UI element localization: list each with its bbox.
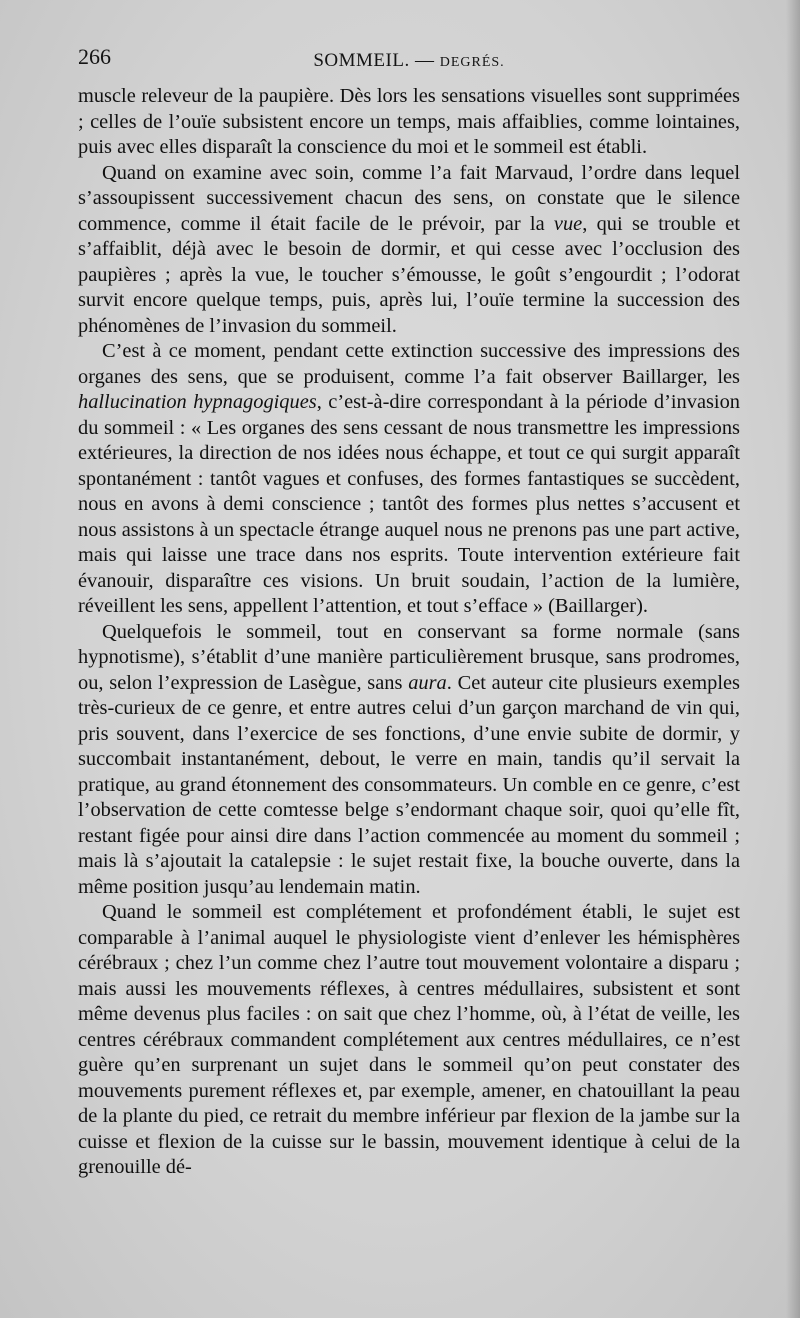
italic-term: vue bbox=[553, 212, 583, 235]
paragraph-p5 bbox=[78, 900, 740, 1181]
running-title-main: SOMMEIL. bbox=[313, 50, 410, 71]
text-run: . Cet auteur cite plusieurs exemples très-curieux de ce genre, et entre autres celui d’un garçon marchand de vin qui, pris souvent, dans l’exercice de ses fonctions, d’une envie subite de dormir, y succombait instantanément, debout, le verre en main, tandis qu’il servait la pratique, au grand étonnement des consommateurs. Un comble en ce genre, c’est l’observation de cette comtesse belge s’endormant chaque soir, quoi qu’elle fît, restant figée pour ainsi dire dans l’action commencée au moment du sommeil ; mais là s’ajoutait la catalepsie : le sujet restait fixe, la bouche ouverte, dans la même position jusqu’au lendemain matin. bbox=[78, 671, 740, 898]
text-run: Quelquefois le sommeil, tout en conservant sa forme normale (sans hypnotisme), s’établit d’une manière particulièrement brusque, sans prodromes, ou, selon l’expression de Lasègue, sans bbox=[78, 620, 740, 694]
running-head bbox=[78, 44, 740, 78]
page-number: 266 bbox=[78, 44, 111, 69]
running-title-sub: DEGRÉS. bbox=[439, 55, 505, 70]
text-run: Quand on examine avec soin, comme l’a fait Marvaud, l’ordre dans lequel s’assoupissent successivement chacun des sens, on constate que le silence commence, comme il était facile de le prévoir, par la bbox=[78, 161, 740, 235]
italic-term: hallucination hypnagogiques bbox=[78, 391, 317, 413]
text-run: , qui se trouble et s’affaiblit, déjà avec le besoin de dormir, et qui cesse avec l’occlusion des paupières ; après la vue, le toucher s’émousse, le goût s’engourdit ; l’odorat survit encore quelque temps, puis, après lui, l’ouïe termine la succession des phénomènes de l’invasion du sommeil. bbox=[78, 212, 740, 337]
text-run: muscle releveur de la paupière. Dès lors les sensations visuelles sont supprimées ; celles de l’ouïe subsistent encore un temps, mais affaiblies, comme lointaines, puis avec elles disparaît la conscience du moi et le sommeil est établi. bbox=[78, 85, 740, 158]
running-title-separator: — bbox=[409, 50, 440, 71]
italic-term: aura bbox=[408, 671, 447, 694]
paragraph-p3 bbox=[78, 339, 740, 620]
running-title bbox=[78, 50, 740, 72]
text-run: C’est à ce moment, pendant cette extinction successive des impressions des organes des sens, que se produisent, comme l’a fait observer Baillarger, les bbox=[78, 340, 740, 388]
body-text bbox=[78, 84, 740, 1181]
paragraph-p1 bbox=[78, 84, 740, 161]
text-run: Quand le sommeil est complétement et profondément établi, le sujet est comparable à l’animal auquel le physiologiste vient d’enlever les hémisphères cérébraux ; chez l’un comme chez l’autre tout mouvement volontaire a disparu ; mais aussi les mouvements réflexes, à centres médullaires, subsistent et sont même devenus plus faciles : on sait que chez l’homme, où, à l’état de veille, les centres cérébraux commandent complétement aux centres médullaires, ce n’est guère qu’en surprenant un sujet dans le sommeil qu’on peut constater des mouvements purement réflexes et, par exemple, amener, en chatouillant la peau de la plante du pied, ce retrait du membre inférieur par flexion de la jambe sur la cuisse et flexion de la cuisse sur le bassin, mouvement identique à celui de la grenouille dé- bbox=[78, 901, 740, 1178]
paragraph-p2 bbox=[78, 161, 740, 340]
text-run: , c’est-à-dire correspondant à la période d’invasion du sommeil : « Les organes des sens cessant de nous transmettre les impressions extérieures, la direction de nos idées nous échappe, et tout ce qui surgit apparaît spontanément : tantôt vagues et confuses, des formes fantastiques se succèdent, nous en avons à demi conscience ; tantôt des formes plus nettes s’accusent et nous assistons à un spectacle étrange auquel nous ne prenons pas une part active, mais qui laisse une trace dans nos esprits. Toute intervention extérieure fait évanouir, disparaître ces visions. Un bruit soudain, l’action de la lumière, réveillent les sens, appellent l’attention, et tout s’efface » (Baillarger). bbox=[78, 391, 740, 617]
paragraph-p4 bbox=[78, 620, 740, 901]
